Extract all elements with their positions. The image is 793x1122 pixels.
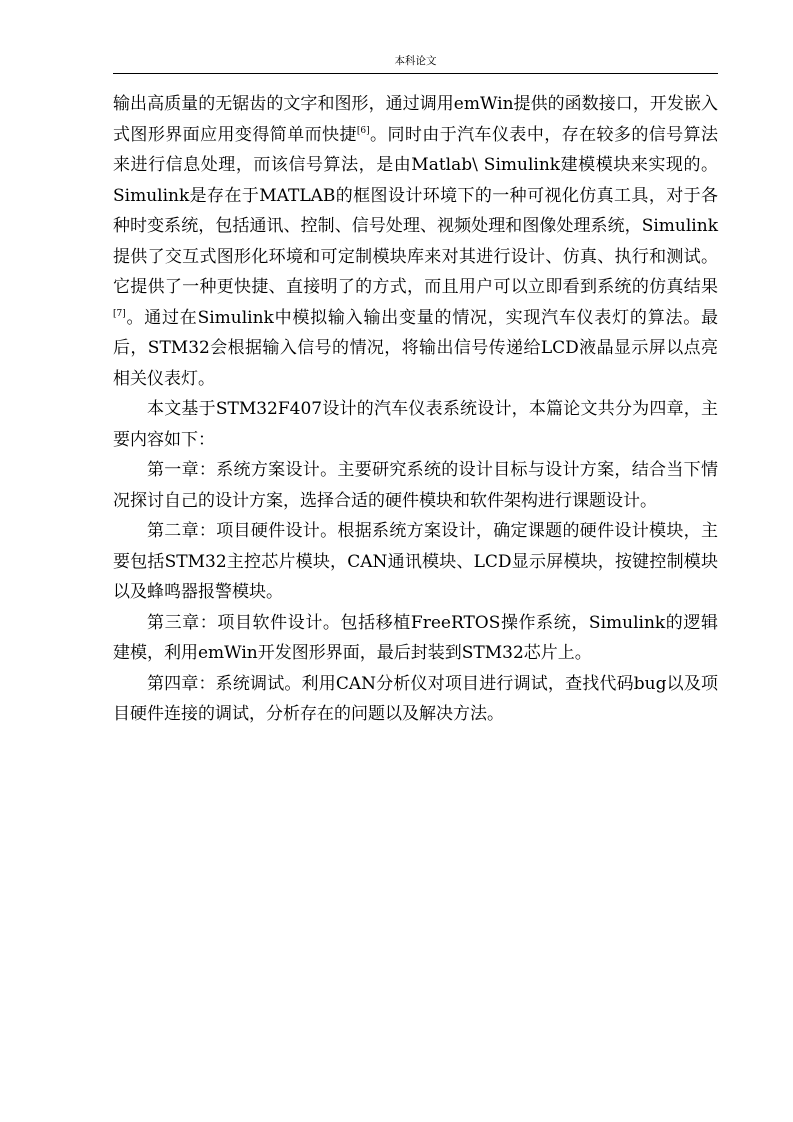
- paragraph-chapter-2: 第二章：项目硬件设计。根据系统方案设计，确定课题的硬件设计模块，主要包括STM32主控芯片模块，CAN通讯模块、LCD显示屏模块，按键控制模块以及蜂鸣器报警模块。: [113, 521, 718, 602]
- paragraph-chapter-3: 第三章：项目软件设计。包括移植FreeRTOS操作系统，Simulink的逻辑建模，利用emWin开发图形界面，最后封装到STM32芯片上。: [113, 612, 718, 663]
- header-rule: [113, 73, 718, 74]
- page-header: 本科论文: [394, 55, 437, 67]
- citation-ref: [7]: [113, 308, 126, 319]
- paragraph-continuation: [113, 89, 718, 394]
- paragraph-chapter-4: 第四章：系统调试。利用CAN分析仪对项目进行调试，查找代码bug以及项目硬件连接的调试，分析存在的问题以及解决方法。: [113, 673, 718, 724]
- paragraph-text: 。同时由于汽车仪表中，存在较多的信号算法来进行信息处理，而该信号算法，是由Matlab\ Simulink建模模块来实现的。Simulink是存在于MATLAB的框图设计环境下的一种可视化仿真工具，对于各种时变系统，包括通讯、控制、信号处理、视频处理和图像处理系统，Simulink提供了交互式图形化环境和可定制模块库来对其进行设计、仿真、执行和测试。它提供了一种更快捷、直接明了的方式，而且用户可以立即看到系统的仿真结果: [113, 124, 719, 297]
- paragraph-chapter-1: 第一章：系统方案设计。主要研究系统的设计目标与设计方案，结合当下情况探讨自己的设计方案，选择合适的硬件模块和软件架构进行课题设计。: [113, 460, 718, 511]
- body-text: [113, 89, 718, 730]
- paragraph-text: 输出高质量的无锯齿的文字和图形，通过调用emWin提供的函数接口，开发嵌入式图形界面应用变得简单而快捷: [113, 94, 718, 145]
- paragraph-intro: 本文基于STM32F407设计的汽车仪表系统设计，本篇论文共分为四章，主要内容如下：: [113, 399, 718, 450]
- citation-ref: [6]: [356, 125, 370, 136]
- paragraph-text: 。通过在Simulink中模拟输入输出变量的情况，实现汽车仪表灯的算法。最后，STM32会根据输入信号的情况，将输出信号传递给LCD液晶显示屏以点亮相关仪表灯。: [113, 307, 718, 389]
